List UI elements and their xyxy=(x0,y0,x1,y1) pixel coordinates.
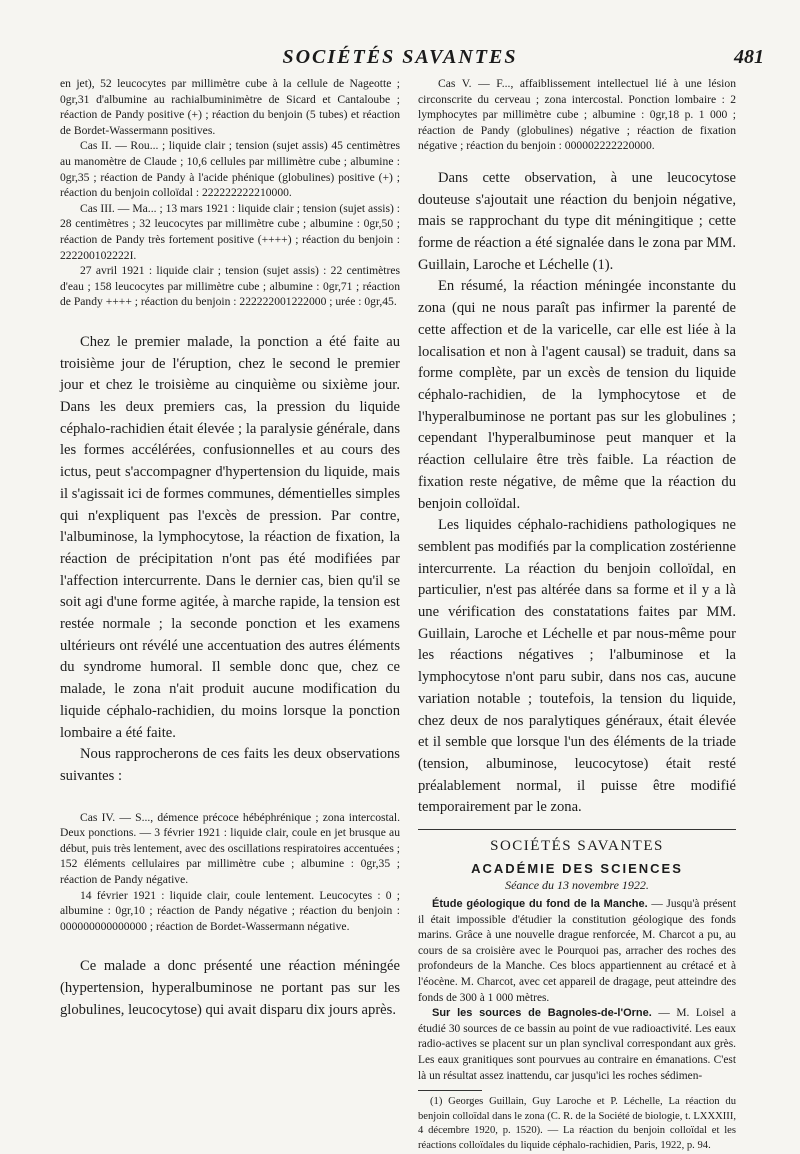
body-paragraph: Dans cette observation, à une leucocytose douteuse s'ajoutait une réaction du benjoin négative, mais se rapprochant du type dit méningitique ; cette forme de réaction a été signalée dans le zona par MM. Guillain, Laroche et Léchelle (1). xyxy=(418,169,736,273)
left-column xyxy=(60,76,400,1022)
case-paragraph: en jet), 52 leucocytes par millimètre cube à la cellule de Nageotte ; 0gr,31 d'albumine au rachialbuminimètre de Sicard et Cantaloube ; réaction de Pandy positive (+) ; réaction du benjoin (5 tubes) et réaction de Bordet-Wassermann positives. xyxy=(60,77,400,137)
page-number: 481 xyxy=(734,46,764,68)
running-title: SOCIÉTÉS SAVANTES xyxy=(282,46,518,68)
case-paragraph: 27 avril 1921 : liquide clair ; tension (sujet assis) : 22 centimètres d'eau ; 158 leucocytes par millimètre cube ; albumine : 0gr,71 ; réaction de Pandy ++++ ; réaction du benjoin : 222222001222000 ; urée : 0gr,45. xyxy=(60,264,400,309)
news-item-title: Sur les sources de Bagnoles-de-l'Orne. xyxy=(432,1007,652,1020)
footnote: (1) Georges Guillain, Guy Laroche et P. Léchelle, La réaction du benjoin colloïdal dans le zona (C. R. de la Société de biologie, t. LXXXIII, 4 décembre 1920, p. 1520). — La réaction du benjoin colloïdal et les réactions colloïdales du liquide céphalo-rachidien, Paris, 1922, p. 94. xyxy=(418,1096,736,1151)
academy-heading: ACADÉMIE DES SCIENCES xyxy=(471,861,683,877)
case-paragraph: Cas V. — F..., affaiblissement intellectuel lié à une lésion circonscrite du cerveau ; zona intercostal. Ponction lombaire : 2 lymphocytes par millimètre cube ; albumine : 0gr,18 p. 1 000 ; réaction de Pandy (globulines) négative ; réaction de fixation négative ; réaction du benjoin : 000002222220000. xyxy=(418,77,736,153)
case-paragraph: 14 février 1921 : liquide clair, coule lentement. Leucocytes : 0 ; albumine : 0gr,10 ; réaction de Pandy négative ; réaction du benjoin : 000000000000000 ; réaction de Bordet-Wassermann négative. xyxy=(60,888,400,933)
body-paragraph: Chez le premier malade, la ponction a été faite au troisième jour de l'éruption, chez le second le premier jour et chez le troisième au cinquième ou sixième jour. Dans les deux premiers cas, la pression du liquide céphalo-rachidien était élevée ; la paralysie générale, dans les formes accélérées, confusionnelles et au cours des ictus, peut s'accompagner d'hypertension du liquide, mais il s'agissait ici de formes communes, démentielles simples qui n'expliquent pas l'excès de pression. Par contre, l'albuminose, la lymphocytose, la réaction de fixation, la réaction de précipitation n'ont pas été modifiées par l'affection intercurrente. Dans le dernier cas, bien qu'il se soit agi d'une forme agitée, à marche rapide, la tension est restée normale ; la seconde ponction et les examens ultérieurs ont révélé une accentuation des autres éléments du syndrome humoral. Il semble donc que, chez ce malade, le zona n'ait produit aucune modification du liquide céphalo-rachidien, du moins lorsque la ponction lombaire a été faite. xyxy=(60,333,400,741)
news-item xyxy=(418,1006,736,1084)
case-paragraph: Cas III. — Ma... ; 13 mars 1921 : liquide clair ; tension (sujet assis) : 28 centimètres ; 32 leucocytes par millimètre cube ; albumine : 0gr,50 ; réaction de Pandy très fortement positive (++++) ; réaction du benjoin : 222200102222I. xyxy=(60,201,400,262)
session-date: Séance du 13 novembre 1922. xyxy=(505,878,649,893)
case-paragraph: Cas II. — Rou... ; liquide clair ; tension (sujet assis) 45 centimètres au manomètre de Claude ; 10,6 cellules par millimètre cube ; albumine : 0gr,35 ; réaction de Pandy à l'acide phénique (globulines) positive (+) ; réaction du benjoin colloïdal : 222222222210000. xyxy=(60,139,400,200)
running-header xyxy=(0,46,800,72)
section-title: SOCIÉTÉS SAVANTES xyxy=(490,838,664,855)
body-paragraph: Nous rapprocherons de ces faits les deux observations suivantes : xyxy=(60,746,400,784)
news-item-text: — Jusqu'à présent il était impossible d'étudier la constitution géologique des fonds marins. Grâce à une nouvelle drague renforcée, M. Charcot a pu, au cours de sa croisière avec le Pourquoi pas, arracher des roches des profondeurs de la Manche. Ces blocs appartiennent au crétacé et à l'éocène. M. Charcot, avec cet appareil de dragage, peut atteindre des fonds de 300 à 1 000 mètres. xyxy=(418,898,736,1004)
case-paragraph: Cas IV. — S..., démence précoce hébéphrénique ; zona intercostal. Deux ponctions. — 3 février 1921 : liquide clair, coule en jet brusque au début, puis très lentement, avec des oscillations respiratoires accentuées ; 152 éléments cellulaires par millimètre cube ; albumine : 0gr,35 ; réaction de Pandy négative. xyxy=(60,810,400,887)
right-column xyxy=(418,76,736,1154)
news-item xyxy=(418,897,736,1006)
news-item-text: — M. Loisel a étudié 30 sources de ce bassin au point de vue radioactivité. Les eaux radio-actives se placent sur un plan synclival correspondant aux grès. Les eaux granitiques sont pourvues au contraire en émanations. C'est là un résultat assez inattendu, car jusqu'ici les roches sédimen- xyxy=(418,1007,736,1082)
body-paragraph: Ce malade a donc présenté une réaction méningée (hypertension, hyperalbuminose ne portant pas sur les globulines, leucocytose) qui avait disparu dix jours après. xyxy=(60,958,400,1018)
body-paragraph: En résumé, la réaction méningée inconstante du zona (qui ne nous paraît pas infirmer la parenté de cette affection et de la varicelle, car elle est liée à la localisation et non à l'agent causal) se traduit, dans sa forme complète, par un excès de tension du liquide céphalo-rachidien, de la lymphocytose et de l'hyperalbuminose ne portant pas sur les globulines ; cependant l'hyperalbuminose peut manquer et la réaction cellulaire être très faible. La réaction de fixation reste négative, de même que la réaction du benjoin colloïdal. xyxy=(418,278,736,512)
news-item-title: Étude géologique du fond de la Manche. xyxy=(432,898,648,911)
section-divider xyxy=(418,829,736,830)
body-paragraph: Les liquides céphalo-rachidiens pathologiques ne semblent pas modifiés par la complication zostérienne intercurrente. La réaction du benjoin colloïdal, en particulier, n'est pas altérée dans sa forme et il y a là une vérification des constatations faites par MM. Guillain, Laroche et Léchelle et par nous-même pour les réactions négatives ; l'albuminose et la lymphocytose n'ont paru subir, dans nos cas, aucune variation notable ; toutefois, la tension du liquide, chez deux de nos paralytiques généraux, était élevée et il semble que lorsque l'un des éléments de la triade (tension, albuminose, leucocytose) était resté préalablement normal, il puisse être modifié temporairement par le zona. xyxy=(418,517,736,816)
footnote-divider xyxy=(418,1090,482,1091)
